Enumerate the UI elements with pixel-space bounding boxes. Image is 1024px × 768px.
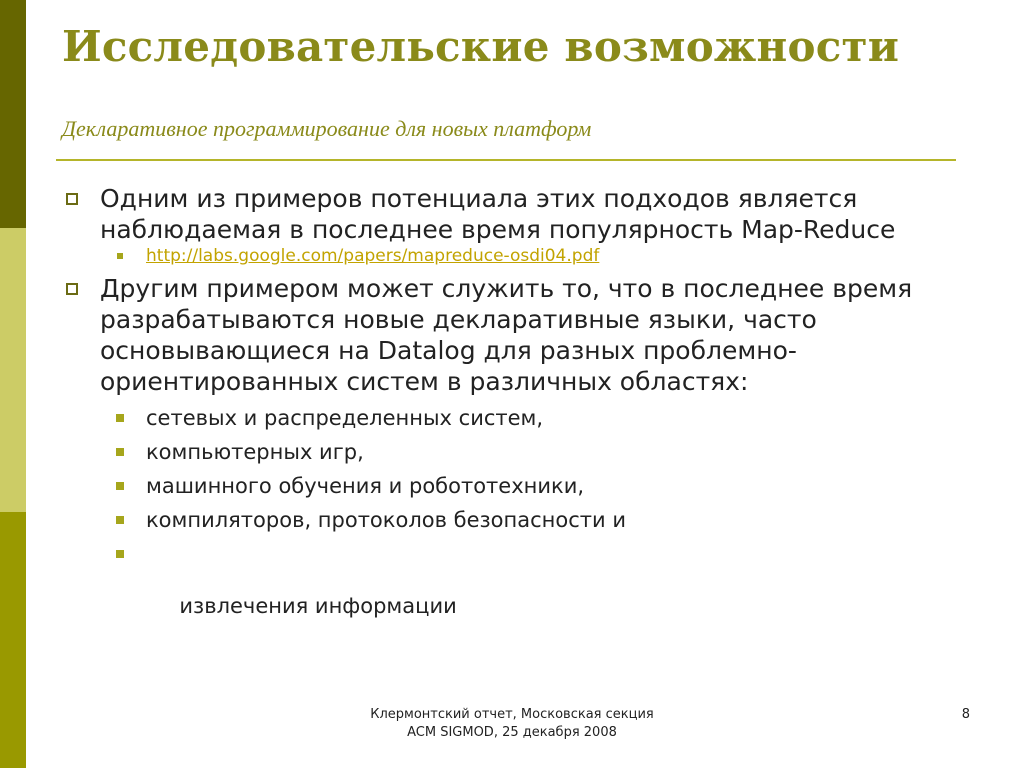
slide-title: Исследовательские возможности — [62, 22, 900, 71]
mapreduce-paper-link[interactable]: http://labs.google.com/papers/mapreduce-osdi04.pdf — [146, 246, 600, 266]
bullet-item — [64, 183, 964, 245]
sub-bullet-text: машинного обучения и робототехники, — [146, 474, 585, 498]
sub-bullet-item — [64, 541, 964, 645]
slide-subtitle: Декларативное программирование для новых платформ — [62, 116, 592, 141]
bullet-text: Одним из примеров потенциала этих подходов является наблюдаемая в последнее время популярность Map-Reduce — [100, 184, 896, 244]
title-divider — [56, 159, 956, 161]
slide-body — [64, 183, 964, 645]
sub-bullet-item — [64, 245, 964, 267]
square-bullet-icon — [116, 550, 124, 558]
square-bullet-icon — [116, 414, 124, 422]
sidebar-decoration — [0, 0, 26, 768]
sub-bullet-item — [64, 507, 964, 533]
sub-bullet-text: компиляторов, протоколов безопасности и — [146, 508, 626, 532]
sub-bullet-item — [64, 473, 964, 499]
square-bullet-icon — [117, 253, 123, 259]
hollow-square-bullet-icon — [66, 283, 78, 295]
hollow-square-bullet-icon — [66, 193, 78, 205]
sub-bullet-item — [64, 439, 964, 465]
bullet-text: Другим примером может служить то, что в последнее время разрабатываются новые декларативные языки, часто основывающиеся на Datalog для разных проблемно-ориентированных систем в различных областях: — [100, 274, 913, 396]
sub-bullet-text: сетевых и распределенных систем, — [146, 406, 544, 430]
sub-bullet-text: компьютерных игр, — [146, 440, 364, 464]
page-number: 8 — [961, 707, 970, 722]
footer-line-1: Клермонтский отчет, Московская секция — [370, 707, 654, 722]
sub-bullet-item — [64, 405, 964, 431]
sub-bullet-text: извлечения информации — [172, 594, 457, 618]
footer-line-2: ACM SIGMOD, 25 декабря 2008 — [407, 725, 617, 740]
square-bullet-icon — [116, 516, 124, 524]
slide-footer — [340, 706, 684, 742]
square-bullet-icon — [116, 448, 124, 456]
bullet-item — [64, 273, 964, 397]
sidebar-segment-mid — [0, 512, 26, 768]
sidebar-segment-dark — [0, 0, 26, 228]
square-bullet-icon — [116, 482, 124, 490]
sidebar-segment-light — [0, 228, 26, 512]
